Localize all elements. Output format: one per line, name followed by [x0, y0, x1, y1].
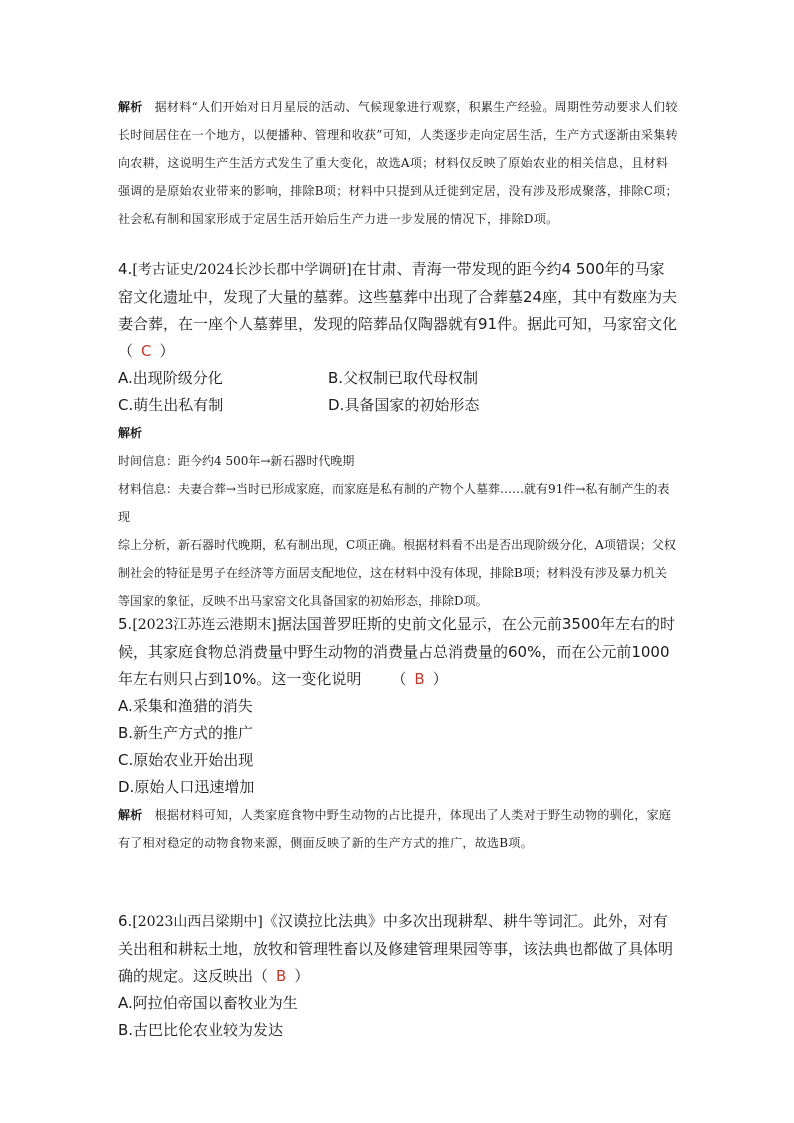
option-a: A.阿拉伯帝国以畜牧业为生 [118, 994, 298, 1012]
material-info: 材料信息：夫妻合葬→当时已形成家庭，而家庭是私有制的产物个人墓葬……就有91件→私有制产生的表现 [118, 482, 670, 524]
question-4-stem [118, 256, 678, 365]
explanation-paragraph [118, 93, 678, 233]
question-6-stem [118, 908, 678, 990]
option-c: C.原始农业开始出现 [118, 751, 254, 769]
question-text: 在甘肃、青海一带发现的距今约4 500年的马家窑文化遗址中，发现了大量的墓葬。这些墓葬中出现了合葬墓24座，其中有数座为夫妻合葬，在一座个人墓葬里，发现的陪葬品仅陶器就有91件。据此可知，马家窑文化（ [118, 260, 678, 360]
option-b: B.父权制已取代母权制 [328, 369, 479, 387]
question-6 [118, 908, 678, 1044]
question-5-stem [118, 611, 678, 693]
explanation-label: 解析 [118, 100, 143, 114]
question-number: 6. [118, 912, 133, 930]
option-b: B.古巴比伦农业较为发达 [118, 1021, 284, 1039]
explanation-text: 据材料“人们开始对日月星辰的活动、气候现象进行观察，积累生产经验。周期性劳动要求人们较长时间居住在一个地方，以便播种、管理和收获”可知，人类逐步走向定居生活，生产方式逐渐由采集转向农耕，这说明生产生活方式发生了重大变化，故选A项；材料仅反映了原始农业的相关信息，且材料强调的是原始农业带来的影响，排除B项；材料中只提到从迁徙到定居，没有涉及形成聚落，排除C项；社会私有制和国家形成于定居生活开始后生产力进一步发展的情况下，排除D项。 [118, 100, 678, 226]
option-d: D.原始人口迅速增加 [118, 778, 255, 796]
question-source-tag: [2023江苏连云港期末] [132, 617, 277, 633]
answer-open: （ [391, 670, 407, 688]
option-b: B.新生产方式的推广 [118, 724, 254, 742]
question-source-tag: [2023山西吕梁期中] [132, 914, 263, 930]
question-text: 《汉谟拉比法典》中多次出现耕犁、耕牛等词汇。此外，对有关出租和耕耘土地，放牧和管理牲畜以及修建管理果园等事，该法典也都做了具体明确的规定。这反映出（ [118, 912, 674, 985]
question-end: ） [159, 342, 175, 360]
answer-mark: C [141, 342, 152, 360]
options-row-2 [118, 392, 678, 419]
explanation-paragraph [118, 801, 678, 857]
option-c: C.萌生出私有制 [118, 396, 224, 414]
answer-close: ） [432, 670, 448, 688]
question-number: 4. [118, 260, 133, 278]
analysis-summary: 综上分析，新石器时代晚期，私有制出现，C项正确。根据材料看不出是否出现阶级分化，A项错误；父权制社会的特征是男子在经济等方面居支配地位，这在材料中没有体现，排除B项；材料没有涉及暴力机关等国家的象征，反映不出马家窑文化具备国家的初始形态，排除D项。 [118, 538, 676, 608]
question-number: 5. [118, 615, 133, 633]
explanation-block-q3 [118, 93, 678, 233]
time-info: 时间信息：距今约4 500年→新石器时代晚期 [118, 454, 355, 468]
explanation-text: 根据材料可知，人类家庭食物中野生动物的占比提升，体现出了人类对于野生动物的驯化，家庭有了相对稳定的动物食物来源，侧面反映了新的生产方式的推广，故选B项。 [118, 808, 672, 850]
option-d: D.具备国家的初始形态 [328, 396, 480, 414]
question-4 [118, 256, 678, 615]
explanation-label: 解析 [118, 808, 143, 822]
answer-mark: B [276, 967, 287, 985]
option-a: A.出现阶级分化 [118, 369, 223, 387]
question-end: ） [294, 967, 310, 985]
options-row-1 [118, 365, 678, 392]
question-source-tag: [考古证史/2024长沙长郡中学调研] [132, 262, 352, 278]
question-5 [118, 611, 678, 857]
answer-mark: B [414, 670, 425, 688]
analysis-label: 解析 [118, 426, 143, 440]
option-a: A.采集和渔猎的消失 [118, 697, 253, 715]
question-text: 据法国普罗旺斯的史前文化显示，在公元前3500年左右的时候，其家庭食物总消费量中野生动物的消费量占总消费量的60%，而在公元前1000年左右则只占到10%。这一变化说明 [118, 615, 676, 688]
